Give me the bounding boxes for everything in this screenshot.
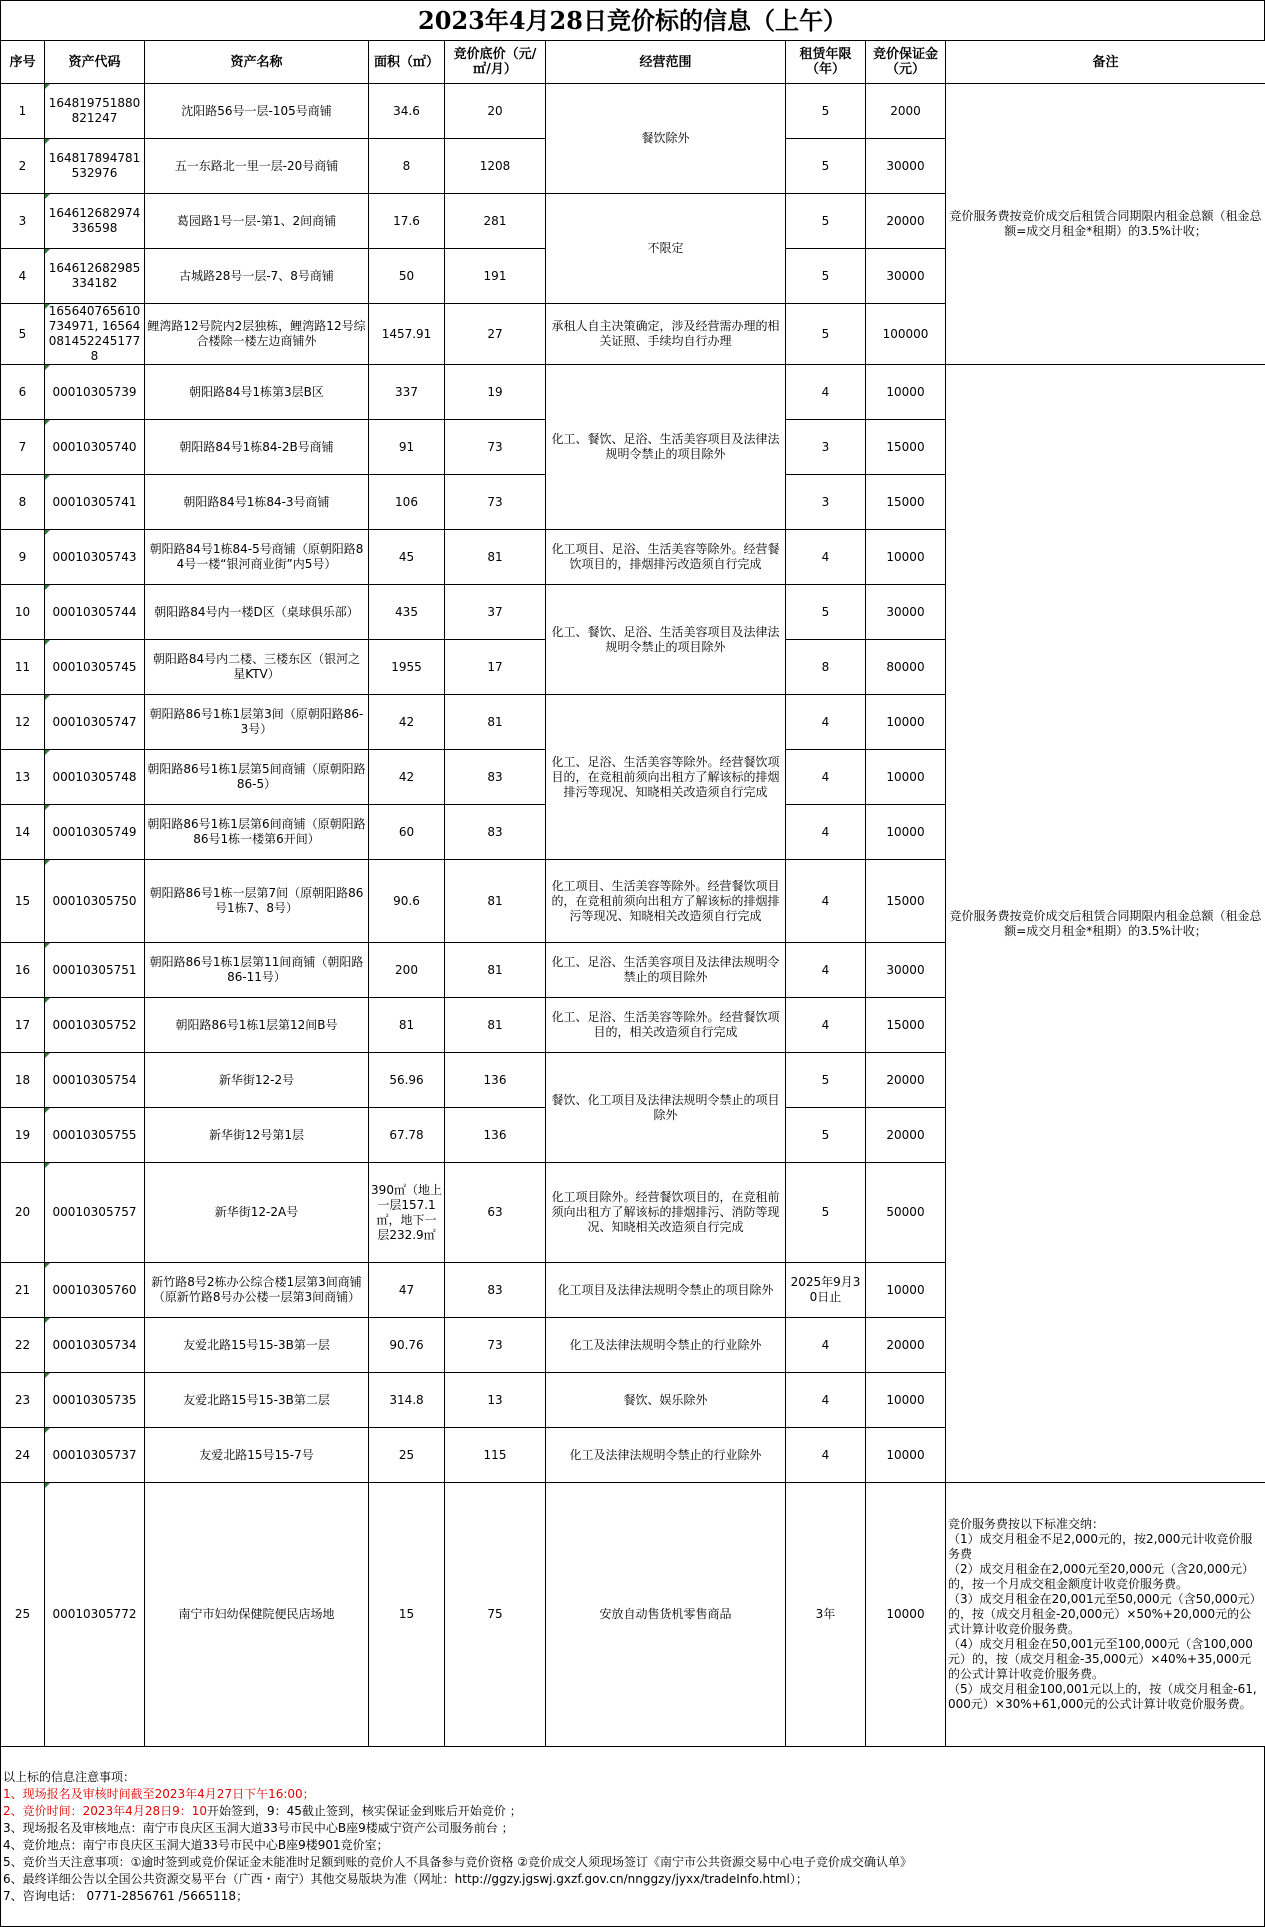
business-scope: 化工、餐饮、足浴、生活美容项目及法律法规明令禁止的项目除外	[546, 585, 786, 695]
deposit: 20000	[866, 1053, 946, 1108]
notice-label: 2、竞价时间：	[3, 1804, 83, 1818]
lease-years: 4	[786, 530, 866, 585]
row-no: 4	[1, 249, 45, 304]
asset-code: 00010305747	[45, 695, 145, 750]
remark: 竞价服务费按竞价成交后租赁合同期限内租金总额（租金总额=成交月租金*租期）的3.5%计收；	[946, 84, 1265, 365]
lease-years: 4	[786, 805, 866, 860]
asset-name: 友爱北路15号15-3B第一层	[145, 1318, 369, 1373]
asset-name: 朝阳路84号1栋第3层B区	[145, 365, 369, 420]
area: 337	[369, 365, 445, 420]
deposit: 10000	[866, 1373, 946, 1428]
asset-name: 朝阳路84号1栋84-2B号商铺	[145, 420, 369, 475]
base-price: 136	[445, 1053, 546, 1108]
deposit: 20000	[866, 1318, 946, 1373]
area: 50	[369, 249, 445, 304]
row-no: 5	[1, 304, 45, 365]
business-scope: 化工项目及法律法规明令禁止的项目除外	[546, 1263, 786, 1318]
area: 56.96	[369, 1053, 445, 1108]
asset-code: 00010305737	[45, 1428, 145, 1483]
deposit: 10000	[866, 695, 946, 750]
header-cell: 资产代码	[45, 41, 145, 84]
header-cell: 面积（㎡）	[369, 41, 445, 84]
area: 67.78	[369, 1108, 445, 1163]
asset-name: 朝阳路86号1栋1层第5间商铺（原朝阳路86-5）	[145, 750, 369, 805]
business-scope: 化工及法律法规明令禁止的行业除外	[546, 1318, 786, 1373]
lease-years: 5	[786, 84, 866, 139]
deposit: 10000	[866, 1428, 946, 1483]
notice-item: 6、最终详细公告以全国公共资源交易平台（广西・南宁）其他交易版块为准（网址：http://ggzy.jgswj.gxzf.gov.cn/nnggzy/jyxx/tradeInfo.html）；	[3, 1871, 1262, 1888]
asset-name: 葛园路1号一层-第1、2间商铺	[145, 194, 369, 249]
deposit: 20000	[866, 1108, 946, 1163]
header-row	[1, 41, 1265, 84]
asset-name: 新华街12-2号	[145, 1053, 369, 1108]
asset-code: 00010305734	[45, 1318, 145, 1373]
row-no: 10	[1, 585, 45, 640]
base-price: 81	[445, 998, 546, 1053]
asset-name: 朝阳路84号1栋84-5号商铺（原朝阳路84号一楼“银河商业街”内5号）	[145, 530, 369, 585]
base-price: 75	[445, 1483, 546, 1747]
deposit: 100000	[866, 304, 946, 365]
header-cell: 序号	[1, 41, 45, 84]
table-row	[1, 84, 1265, 139]
base-price: 37	[445, 585, 546, 640]
asset-name: 新竹路8号2栋办公综合楼1层第3间商铺（原新竹路8号办公楼一层第3间商铺）	[145, 1263, 369, 1318]
deposit: 10000	[866, 530, 946, 585]
asset-code: 00010305760	[45, 1263, 145, 1318]
row-no: 17	[1, 998, 45, 1053]
asset-code: 00010305744	[45, 585, 145, 640]
lease-years: 4	[786, 860, 866, 943]
lease-years: 4	[786, 750, 866, 805]
asset-code: 165640765610734971, 165640814522451778	[45, 304, 145, 365]
base-price: 81	[445, 943, 546, 998]
asset-code: 00010305739	[45, 365, 145, 420]
remark: 竞价服务费按以下标准交纳： （1）成交月租金不足2,000元的，按2,000元计收竞价服务费 （2）成交月租金在2,000元至20,000元（含20,000元）的，按一个月成交租金额度计收竞价服务费。 （3）成交月租金在20,001元至50,000元（含50,000元）的，按（成交月租金-20,000元）×50%+20,000元的公式计算计收竞价服务费。 （4）成交月租金在50,001元至100,000元（含100,000元）的，按（成交月租金-35,000元）×40%+35,000元的公式计算计收竞价服务费。 （5）成交月租金100,001元以上的，按（成交月租金-61,000元）×30%+61,000元的公式计算计收竞价服务费。	[946, 1483, 1265, 1747]
area: 90.76	[369, 1318, 445, 1373]
asset-name: 朝阳路84号内一楼D区（桌球俱乐部）	[145, 585, 369, 640]
area: 17.6	[369, 194, 445, 249]
lease-years: 5	[786, 194, 866, 249]
notice-item: 3、现场报名及审核地点：南宁市良庆区玉洞大道33号市民中心B座9楼威宁资产公司服务前台 ；	[3, 1820, 1262, 1837]
base-price: 13	[445, 1373, 546, 1428]
lease-years: 5	[786, 139, 866, 194]
lease-years: 4	[786, 695, 866, 750]
asset-name: 五一东路北一里一层-20号商铺	[145, 139, 369, 194]
asset-name: 朝阳路86号1栋1层第3间（原朝阳路86-3号）	[145, 695, 369, 750]
asset-name: 朝阳路86号1栋1层第12间B号	[145, 998, 369, 1053]
base-price: 20	[445, 84, 546, 139]
area: 91	[369, 420, 445, 475]
lease-years: 5	[786, 1108, 866, 1163]
row-no: 22	[1, 1318, 45, 1373]
area: 8	[369, 139, 445, 194]
deposit: 30000	[866, 249, 946, 304]
base-price: 73	[445, 420, 546, 475]
deposit: 2000	[866, 84, 946, 139]
base-price: 115	[445, 1428, 546, 1483]
asset-code: 164819751880821247	[45, 84, 145, 139]
notice-item: 7、咨询电话： 0771-2856761 /5665118；	[3, 1888, 1262, 1905]
area: 42	[369, 750, 445, 805]
base-price: 83	[445, 805, 546, 860]
base-price: 17	[445, 640, 546, 695]
base-price: 27	[445, 304, 546, 365]
row-no: 13	[1, 750, 45, 805]
deposit: 10000	[866, 365, 946, 420]
business-scope: 安放自动售货机零售商品	[546, 1483, 786, 1747]
area: 1457.91	[369, 304, 445, 365]
area: 60	[369, 805, 445, 860]
row-no: 8	[1, 475, 45, 530]
row-no: 1	[1, 84, 45, 139]
lease-years: 8	[786, 640, 866, 695]
header-cell: 资产名称	[145, 41, 369, 84]
lease-years: 4	[786, 1428, 866, 1483]
base-price: 81	[445, 530, 546, 585]
asset-name: 古城路28号一层-7、8号商铺	[145, 249, 369, 304]
asset-code: 00010305752	[45, 998, 145, 1053]
base-price: 81	[445, 860, 546, 943]
lease-years: 5	[786, 1163, 866, 1263]
row-no: 23	[1, 1373, 45, 1428]
asset-name: 南宁市妇幼保健院便民店场地	[145, 1483, 369, 1747]
row-no: 24	[1, 1428, 45, 1483]
base-price: 73	[445, 1318, 546, 1373]
row-no: 19	[1, 1108, 45, 1163]
area: 15	[369, 1483, 445, 1747]
header-cell: 竞价保证金（元）	[866, 41, 946, 84]
deposit: 15000	[866, 998, 946, 1053]
deposit: 10000	[866, 750, 946, 805]
row-no: 3	[1, 194, 45, 249]
asset-code: 00010305745	[45, 640, 145, 695]
area: 47	[369, 1263, 445, 1318]
base-price: 1208	[445, 139, 546, 194]
row-no: 25	[1, 1483, 45, 1747]
base-price: 19	[445, 365, 546, 420]
asset-code: 164817894781532976	[45, 139, 145, 194]
notice-item	[3, 1803, 1262, 1820]
row-no: 9	[1, 530, 45, 585]
business-scope: 化工及法律法规明令禁止的行业除外	[546, 1428, 786, 1483]
business-scope: 餐饮除外	[546, 84, 786, 194]
asset-name: 朝阳路84号1栋84-3号商铺	[145, 475, 369, 530]
notice-item: 1、现场报名及审核时间截至2023年4月27日下午16:00；	[3, 1786, 1262, 1803]
asset-name: 友爱北路15号15-7号	[145, 1428, 369, 1483]
header-cell: 备注	[946, 41, 1265, 84]
asset-code: 00010305740	[45, 420, 145, 475]
business-scope: 不限定	[546, 194, 786, 304]
notice-section	[0, 1747, 1265, 1927]
asset-code: 00010305743	[45, 530, 145, 585]
asset-code: 00010305755	[45, 1108, 145, 1163]
lease-years: 5	[786, 249, 866, 304]
business-scope: 化工项目、足浴、生活美容等除外。经营餐饮项目的，排烟排污改造须自行完成	[546, 530, 786, 585]
asset-name: 友爱北路15号15-3B第二层	[145, 1373, 369, 1428]
business-scope: 餐饮、娱乐除外	[546, 1373, 786, 1428]
area: 45	[369, 530, 445, 585]
remark: 竞价服务费按竞价成交后租赁合同期限内租金总额（租金总额=成交月租金*租期）的3.5%计收；	[946, 365, 1265, 1483]
lease-years: 4	[786, 998, 866, 1053]
asset-code: 00010305750	[45, 860, 145, 943]
lease-years: 2025年9月30日止	[786, 1263, 866, 1318]
area: 90.6	[369, 860, 445, 943]
header-cell: 竞价底价（元/㎡/月）	[445, 41, 546, 84]
deposit: 15000	[866, 475, 946, 530]
notice-item: 4、竞价地点：南宁市良庆区玉洞大道33号市民中心B座9楼901竞价室；	[3, 1837, 1262, 1854]
lease-years: 3年	[786, 1483, 866, 1747]
business-scope: 承租人自主决策确定，涉及经营需办理的相关证照、手续均自行办理	[546, 304, 786, 365]
bid-table	[0, 40, 1265, 1747]
business-scope: 化工项目除外。经营餐饮项目的，在竞租前须向出租方了解该标的排烟排污、消防等现况、知晓相关改造须自行完成	[546, 1163, 786, 1263]
asset-code: 00010305748	[45, 750, 145, 805]
asset-name: 鲤湾路12号院内2层独栋，鲤湾路12号综合楼除一楼左边商铺外	[145, 304, 369, 365]
asset-code: 00010305772	[45, 1483, 145, 1747]
area: 200	[369, 943, 445, 998]
business-scope: 餐饮、化工项目及法律法规明令禁止的项目除外	[546, 1053, 786, 1163]
area: 1955	[369, 640, 445, 695]
row-no: 16	[1, 943, 45, 998]
deposit: 10000	[866, 805, 946, 860]
row-no: 2	[1, 139, 45, 194]
asset-name: 新华街12号第1层	[145, 1108, 369, 1163]
asset-code: 00010305754	[45, 1053, 145, 1108]
deposit: 20000	[866, 194, 946, 249]
row-no: 18	[1, 1053, 45, 1108]
deposit: 15000	[866, 860, 946, 943]
row-no: 21	[1, 1263, 45, 1318]
asset-name: 朝阳路86号1栋一层第7间（原朝阳路86号1栋7、8号）	[145, 860, 369, 943]
business-scope: 化工、足浴、生活美容项目及法律法规明令禁止的项目除外	[546, 943, 786, 998]
asset-code: 00010305749	[45, 805, 145, 860]
asset-name: 朝阳路84号内二楼、三楼东区（银河之星KTV）	[145, 640, 369, 695]
base-price: 83	[445, 1263, 546, 1318]
area: 81	[369, 998, 445, 1053]
notice-time: 2023年4月28日9：10	[83, 1804, 207, 1818]
asset-name: 沈阳路56号一层-105号商铺	[145, 84, 369, 139]
row-no: 20	[1, 1163, 45, 1263]
row-no: 14	[1, 805, 45, 860]
asset-code: 00010305757	[45, 1163, 145, 1263]
area: 42	[369, 695, 445, 750]
row-no: 11	[1, 640, 45, 695]
area: 106	[369, 475, 445, 530]
base-price: 63	[445, 1163, 546, 1263]
area: 34.6	[369, 84, 445, 139]
notice-intro: 以上标的信息注意事项：	[3, 1769, 1262, 1786]
lease-years: 4	[786, 1318, 866, 1373]
row-no: 15	[1, 860, 45, 943]
asset-code: 00010305741	[45, 475, 145, 530]
notice-text: 开始签到，9：45截止签到，核实保证金到账后开始竞价 ；	[207, 1804, 522, 1818]
asset-name: 朝阳路86号1栋1层第6间商铺（原朝阳路86号1栋一楼第6开间）	[145, 805, 369, 860]
asset-name: 朝阳路86号1栋1层第11间商铺（朝阳路86-11号）	[145, 943, 369, 998]
lease-years: 4	[786, 365, 866, 420]
deposit: 10000	[866, 1263, 946, 1318]
asset-code: 00010305735	[45, 1373, 145, 1428]
header-cell: 经营范围	[546, 41, 786, 84]
lease-years: 5	[786, 304, 866, 365]
deposit: 30000	[866, 585, 946, 640]
notice-item: 5、竞价当天注意事项：①逾时签到或竞价保证金未能准时足额到账的竞价人不具备参与竞价资格 ②竞价成交人须现场签订《南宁市公共资源交易中心电子竞价成交确认单》	[3, 1854, 1262, 1871]
asset-name: 新华街12-2A号	[145, 1163, 369, 1263]
row-no: 6	[1, 365, 45, 420]
area: 435	[369, 585, 445, 640]
business-scope: 化工、足浴、生活美容等除外。经营餐饮项目的，相关改造须自行完成	[546, 998, 786, 1053]
deposit: 15000	[866, 420, 946, 475]
lease-years: 5	[786, 1053, 866, 1108]
page-title: 2023年4月28日竞价标的信息（上午）	[0, 0, 1265, 40]
asset-code: 164612682985334182	[45, 249, 145, 304]
row-no: 7	[1, 420, 45, 475]
base-price: 281	[445, 194, 546, 249]
area: 390㎡（地上一层157.1㎡，地下一层232.9㎡	[369, 1163, 445, 1263]
table-row	[1, 365, 1265, 420]
base-price: 136	[445, 1108, 546, 1163]
lease-years: 4	[786, 943, 866, 998]
header-cell: 租赁年限（年）	[786, 41, 866, 84]
deposit: 80000	[866, 640, 946, 695]
asset-code: 00010305751	[45, 943, 145, 998]
business-scope: 化工项目、生活美容等除外。经营餐饮项目的，在竞租前须向出租方了解该标的排烟排污等现况、知晓相关改造须自行完成	[546, 860, 786, 943]
lease-years: 4	[786, 1373, 866, 1428]
asset-code: 164612682974336598	[45, 194, 145, 249]
business-scope: 化工、足浴、生活美容等除外。经营餐饮项目的，在竞租前须向出租方了解该标的排烟排污等现况、知晓相关改造须自行完成	[546, 695, 786, 860]
base-price: 191	[445, 249, 546, 304]
deposit: 30000	[866, 139, 946, 194]
base-price: 83	[445, 750, 546, 805]
area: 314.8	[369, 1373, 445, 1428]
row-no: 12	[1, 695, 45, 750]
base-price: 73	[445, 475, 546, 530]
business-scope: 化工、餐饮、足浴、生活美容项目及法律法规明令禁止的项目除外	[546, 365, 786, 530]
lease-years: 3	[786, 475, 866, 530]
deposit: 10000	[866, 1483, 946, 1747]
deposit: 50000	[866, 1163, 946, 1263]
lease-years: 3	[786, 420, 866, 475]
deposit: 30000	[866, 943, 946, 998]
base-price: 81	[445, 695, 546, 750]
lease-years: 5	[786, 585, 866, 640]
area: 25	[369, 1428, 445, 1483]
table-row	[1, 1483, 1265, 1747]
